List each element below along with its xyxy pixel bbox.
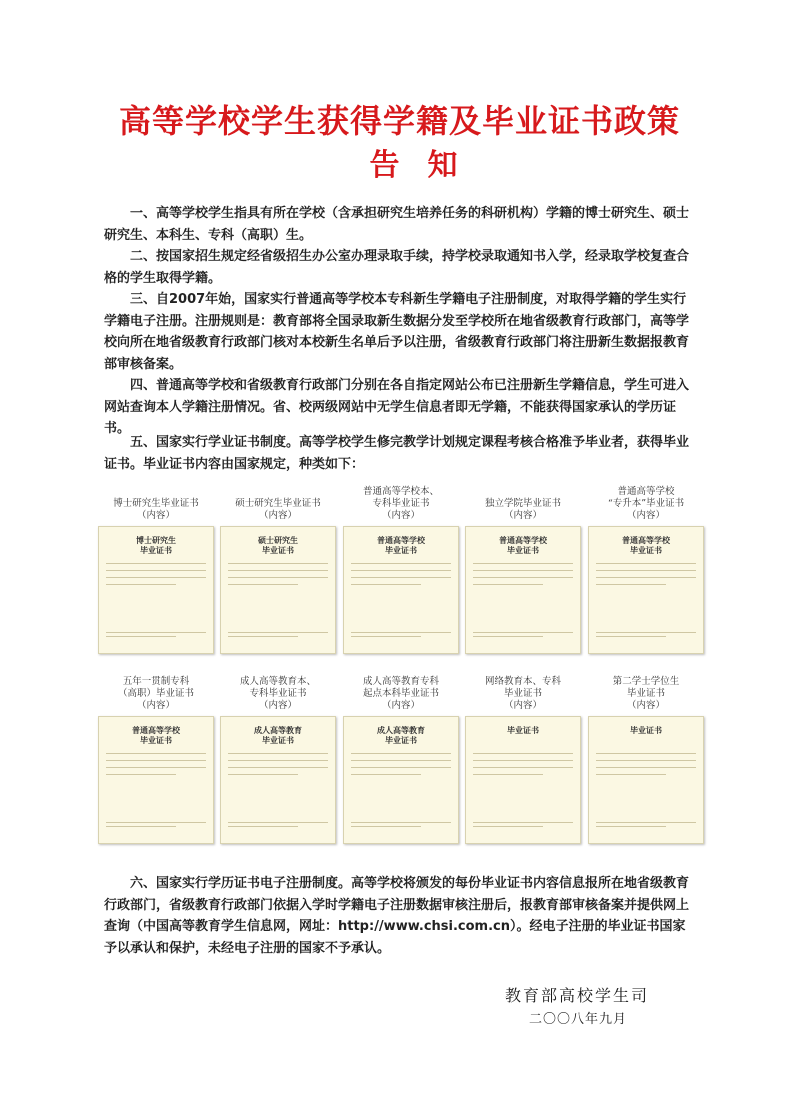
- page-title: 高等学校学生获得学籍及毕业证书政策: [118, 102, 680, 140]
- certificate-heading: 毕业证书: [507, 725, 539, 735]
- paragraph-3: 三、自2007年始，国家实行普通高等学校本专科新生学籍电子注册制度，对取得学籍的学生实行学籍电子注册。注册规则是：教育部将全国录取新生数据分发至学校所在地省级教育行政部门，高等学校向所在地省级教育行政部门核对本校新生名单后予以注册，省级教育行政部门将注册新生数据报教育部审核备案。: [104, 292, 690, 372]
- certificate-heading: 普通高等学校 毕业证书: [622, 535, 670, 555]
- certificate-online: [465, 676, 581, 844]
- certificate-sample: [465, 526, 581, 654]
- certificate-caption: 普通高等学校 “专升本”毕业证书 （内容）: [607, 486, 685, 521]
- certificate-grid: [98, 486, 704, 856]
- certificate-heading: 普通高等学校 毕业证书: [132, 725, 180, 745]
- certificate-caption: 网络教育本、专科 毕业证书 （内容）: [484, 676, 561, 711]
- paragraph-1: 一、高等学校学生指具有所在学校（含承担研究生培养任务的科研机构）学籍的博士研究生、硕士研究生、本科生、专科（高职）生。: [104, 206, 690, 243]
- certificate-sample: [343, 716, 459, 844]
- certificate-sample: [220, 526, 336, 654]
- certificate-five-year: [98, 676, 214, 844]
- paragraph-6: 六、国家实行学历证书电子注册制度。高等学校将颁发的每份毕业证书内容信息报所在地省级教育行政部门，省级教育行政部门依据入学时学籍电子注册数据审核注册后，报教育部审核备案并提供网上查询（中国高等教育学生信息网，网址：http://www.chsi.com.cn）。经电子注册的毕业证书国家予以承认和保护，未经电子注册的国家不予承认。: [104, 876, 690, 956]
- certificate-caption: 普通高等学校本、 专科毕业证书 （内容）: [362, 486, 439, 521]
- certificate-caption: 博士研究生毕业证书 （内容）: [113, 498, 199, 521]
- certificate-caption: 五年一贯制专科 （高职）毕业证书 （内容）: [117, 676, 194, 711]
- certificate-caption: 成人高等教育本、 专科毕业证书 （内容）: [239, 676, 316, 711]
- certificate-sample: [98, 716, 214, 844]
- certificate-adult: [220, 676, 336, 844]
- certificate-sample: [588, 716, 704, 844]
- signature-date: 二〇〇八年九月: [528, 1012, 627, 1027]
- certificate-master: [220, 486, 336, 654]
- certificate-caption: 成人高等教育专科 起点本科毕业证书 （内容）: [362, 676, 439, 711]
- certificate-regular-undergrad: [343, 486, 459, 654]
- certificate-sample: [98, 526, 214, 654]
- certificate-heading: 成人高等教育 毕业证书: [254, 725, 302, 745]
- paragraph-2: 二、按国家招生规定经省级招生办公室办理录取手续，持学校录取通知书入学，经录取学校复查合格的学生取得学籍。: [104, 249, 690, 286]
- signature-org: 教育部高校学生司: [504, 986, 649, 1005]
- certificate-caption: 第二学士学位生 毕业证书 （内容）: [612, 676, 680, 711]
- paragraph-4: 四、普通高等学校和省级教育行政部门分别在各自指定网站公布已注册新生学籍信息，学生可进入网站查询本人学籍注册情况。省、校两级网站中无学生信息者即无学籍，不能获得国家承认的学历证书。: [104, 378, 690, 436]
- certificate-heading: 普通高等学校 毕业证书: [377, 535, 425, 555]
- certificate-upgrade: [588, 486, 704, 654]
- certificate-heading: 成人高等教育 毕业证书: [377, 725, 425, 745]
- certificate-adult-upgrade: [343, 676, 459, 844]
- certificate-caption: 独立学院毕业证书 （内容）: [484, 498, 561, 521]
- certificate-sample: [343, 526, 459, 654]
- certificate-heading: 毕业证书: [630, 725, 662, 735]
- paragraph-5: 五、国家实行学业证书制度。高等学校学生修完教学计划规定课程考核合格准予毕业者，获得毕业证书。毕业证书内容由国家规定，种类如下：: [104, 435, 690, 472]
- certificate-independent-college: [465, 486, 581, 654]
- certificate-doctoral: [98, 486, 214, 654]
- certificate-sample: [465, 716, 581, 844]
- certificate-second-degree: [588, 676, 704, 844]
- certificate-heading: 普通高等学校 毕业证书: [499, 535, 547, 555]
- certificate-sample: [220, 716, 336, 844]
- certificate-sample: [588, 526, 704, 654]
- page-subtitle: 告知: [369, 148, 486, 183]
- certificate-heading: 博士研究生 毕业证书: [136, 535, 176, 555]
- certificate-caption: 硕士研究生毕业证书 （内容）: [235, 498, 321, 521]
- certificate-heading: 硕士研究生 毕业证书: [258, 535, 298, 555]
